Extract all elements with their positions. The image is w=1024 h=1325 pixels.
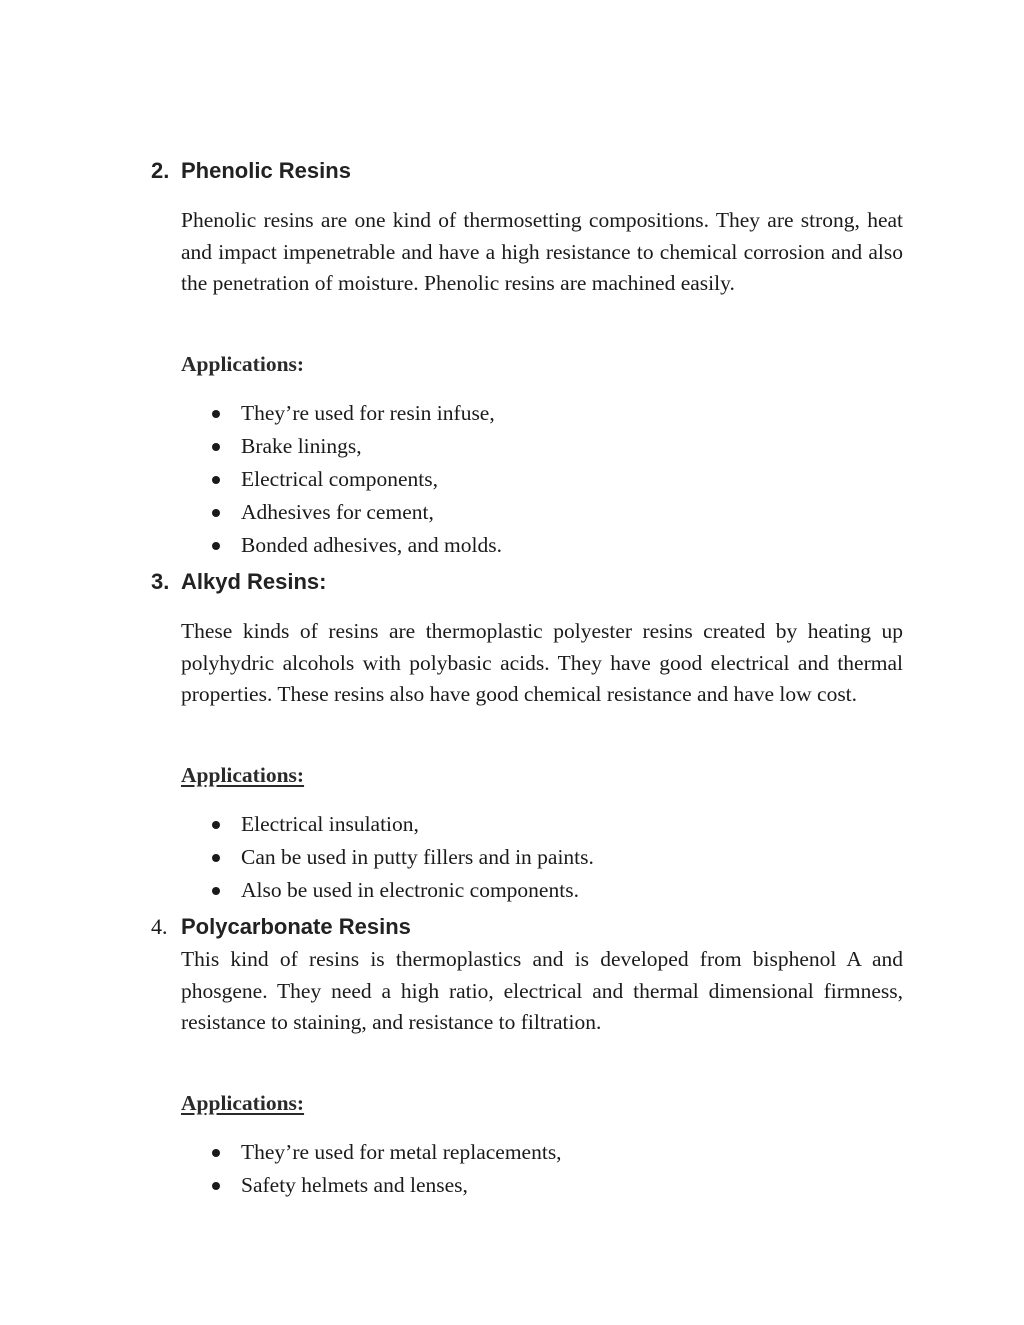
bullet-icon (212, 854, 220, 862)
list-item: They’re used for resin infuse, (210, 397, 502, 430)
section-title: Polycarbonate Resins (181, 914, 411, 939)
section-title: Alkyd Resins: (181, 569, 327, 594)
applications-list-phenolic (210, 397, 502, 562)
list-item: Electrical components, (210, 463, 502, 496)
section-title: Phenolic Resins (181, 158, 351, 183)
bullet-icon (212, 509, 220, 517)
applications-list-polycarbonate (210, 1136, 562, 1202)
list-item: Electrical insulation, (210, 808, 594, 841)
list-item: Bonded adhesives, and molds. (210, 529, 502, 562)
section-heading-alkyd (151, 568, 327, 596)
section-body-phenolic: Phenolic resins are one kind of thermosetting compositions. They are strong, heat and impact impenetrable and have a high resistance to chemical corrosion and also the penetration of moisture. Phenolic resins are machined easily. (181, 208, 903, 295)
bullet-icon (212, 410, 220, 418)
section-number: 2. (151, 158, 170, 183)
applications-label: Applications: (181, 1091, 305, 1115)
list-item: Also be used in electronic components. (210, 874, 594, 907)
list-item: Safety helmets and lenses, (210, 1169, 562, 1202)
list-item: Adhesives for cement, (210, 496, 502, 529)
bullet-icon (212, 1149, 220, 1157)
applications-list-alkyd (210, 808, 594, 907)
bullet-icon (212, 821, 220, 829)
applications-label: Applications: (181, 763, 305, 787)
section-heading-polycarbonate (151, 913, 411, 941)
bullet-icon (212, 887, 220, 895)
bullet-icon (212, 542, 220, 550)
section-body-alkyd: These kinds of resins are thermoplastic polyester resins created by heating up polyhydric alcohols with polybasic acids. They have good electrical and thermal properties. These resins also have good chemical resistance and have low cost. (181, 619, 903, 706)
bullet-icon (212, 443, 220, 451)
list-item: They’re used for metal replacements, (210, 1136, 562, 1169)
bullet-icon (212, 476, 220, 484)
section-number: 4. (151, 914, 168, 939)
list-item: Brake linings, (210, 430, 502, 463)
applications-label: Applications: (181, 352, 305, 376)
list-item: Can be used in putty fillers and in paints. (210, 841, 594, 874)
section-number: 3. (151, 569, 170, 594)
bullet-icon (212, 1182, 220, 1190)
section-heading-phenolic (151, 157, 351, 185)
section-body-polycarbonate: This kind of resins is thermoplastics and is developed from bisphenol A and phosgene. They need a high ratio, electrical and thermal dimensional firmness, resistance to staining, and resistance to filtration. (181, 947, 903, 1034)
